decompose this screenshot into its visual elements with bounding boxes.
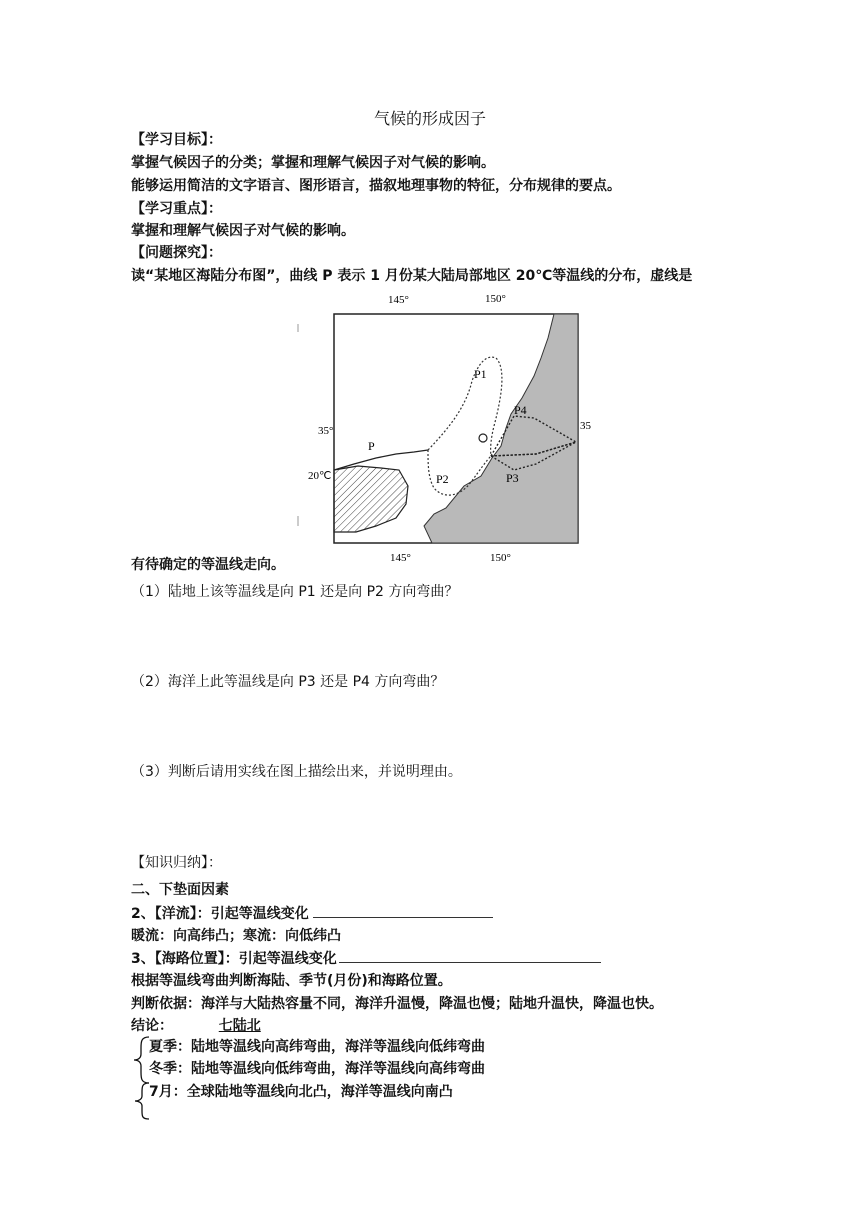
p2-label: P2 <box>436 472 449 486</box>
point-o-marker <box>479 434 487 442</box>
winter-rule: 冬季：陆地等温线向低纬弯曲，海洋等温线向高纬弯曲 <box>149 1061 485 1077</box>
warm-cold-current: 暖流：向高纬凸；寒流：向低纬凸 <box>131 928 341 944</box>
p1-label: P1 <box>474 367 487 381</box>
section-heading: 二、下垫面因素 <box>131 882 229 898</box>
question-1: （1）陆地上该等温线是向 P1 还是向 P2 方向弯曲？ <box>131 584 459 600</box>
inquiry-intro-continued: 有待确定的等温线走向。 <box>131 557 285 573</box>
bottom-lon-150-label: 150° <box>490 552 511 564</box>
summary-heading: 【知识归纳】： <box>131 855 222 871</box>
july-rule: 7月：全球陆地等温线向北凸，海洋等温线向南凸 <box>149 1084 453 1100</box>
conclusion-row <box>131 1016 261 1036</box>
sea-route-blank-line <box>339 948 601 963</box>
brace-icon <box>131 1080 151 1122</box>
inquiry-heading: 【问题探究】： <box>131 245 222 261</box>
lat-right-label: 35 <box>580 420 591 432</box>
p3-label: P3 <box>506 471 519 485</box>
objectives-heading: 【学习目标】： <box>131 132 222 148</box>
current-blank-line <box>313 903 493 918</box>
conclusion-label: 结论： <box>131 1018 173 1034</box>
objectives-line-2: 能够运用简洁的文字语言、图形语言，描叙地理事物的特征，分布规律的要点。 <box>131 178 621 194</box>
sea-route-item <box>131 948 601 969</box>
current-item <box>131 903 493 924</box>
summer-rule: 夏季：陆地等温线向高纬弯曲，海洋等温线向低纬弯曲 <box>149 1039 485 1055</box>
sea-land-map <box>296 286 606 564</box>
keypoints-line-1: 掌握和理解气候因子对气候的影响。 <box>131 223 355 239</box>
p-label: P <box>368 439 375 453</box>
o-label: O <box>476 443 477 444</box>
inquiry-intro: 读“某地区海陆分布图”，曲线 P 表示 1 月份某大陆局部地区 20℃等温线的分布，虚线是 <box>131 268 693 284</box>
keypoints-heading: 【学习重点】： <box>131 201 222 217</box>
top-lon-145-label: 145° <box>388 294 409 306</box>
temperature-label: 20℃ <box>308 470 332 482</box>
conclusion-value: 七陆北 <box>218 1018 261 1034</box>
sea-route-label: 3、【海路位置】：引起等温线变化 <box>131 951 337 967</box>
lat-left-label: 35° <box>318 425 334 437</box>
brace-icon <box>131 1034 151 1086</box>
page-title: 气候的形成因子 <box>373 109 486 128</box>
question-2: （2）海洋上此等温线是向 P3 还是 P4 方向弯曲？ <box>131 674 445 690</box>
current-item-label: 2、【洋流】：引起等温线变化 <box>131 906 309 922</box>
p4-label: P4 <box>514 403 527 417</box>
judge-basis: 判断依据：海洋与大陆热容量不同，海洋升温慢，降温也慢；陆地升温快，降温也快。 <box>131 996 663 1012</box>
question-3: （3）判断后请用实线在图上描绘出来，并说明理由。 <box>131 764 462 780</box>
judge-line: 根据等温线弯曲判断海陆、季节(月份)和海路位置。 <box>131 973 452 989</box>
top-lon-150-label: 150° <box>485 293 506 305</box>
bottom-lon-145-label: 145° <box>390 552 411 564</box>
objectives-line-1: 掌握气候因子的分类；掌握和理解气候因子对气候的影响。 <box>131 155 495 171</box>
